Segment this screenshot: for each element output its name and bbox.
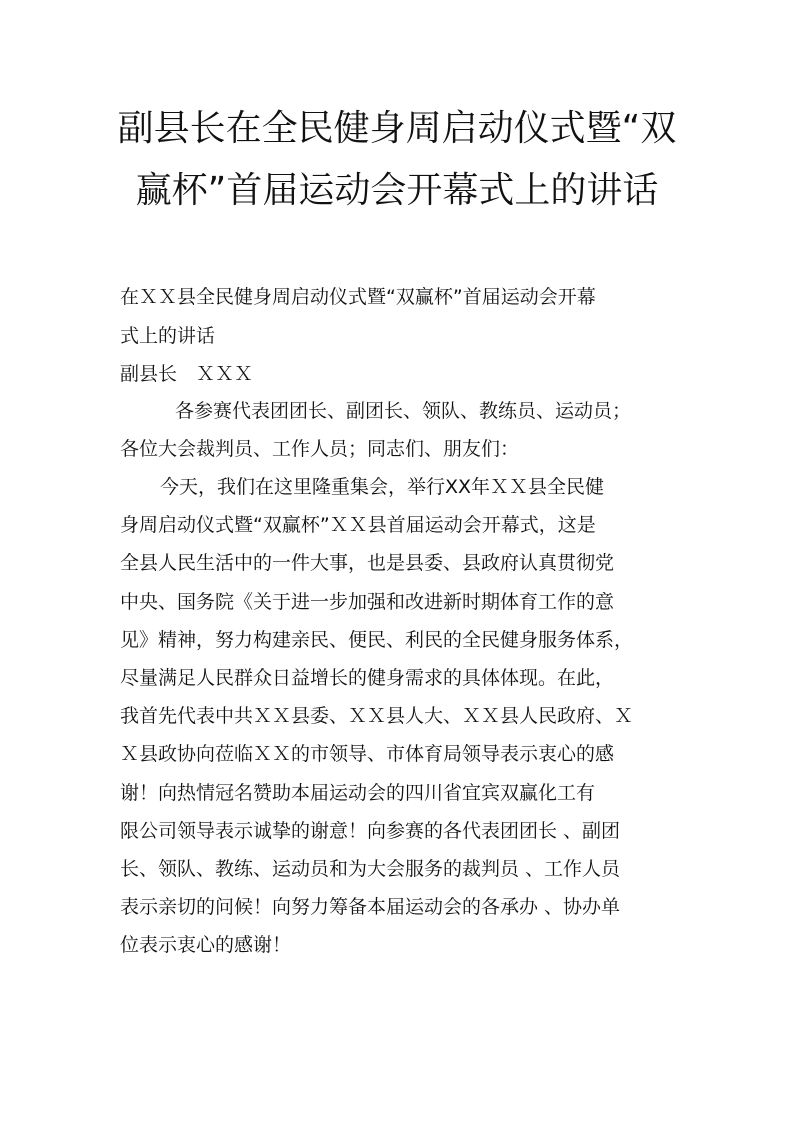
greeting-paragraph bbox=[120, 392, 694, 468]
paragraph-line: 我首先代表中共ＸＸ县委、ＸＸ县人大、ＸＸ县人民政府、Ｘ bbox=[120, 705, 634, 728]
paragraph-line: 谢！向热情冠名赞助本届运动会的四川省宜宾双赢化工有 bbox=[120, 781, 596, 804]
title-line: 副县长在全民健身周启动仪式暨“双 bbox=[117, 108, 677, 149]
paragraph-line: 位表示衷心的感谢！ bbox=[120, 934, 292, 957]
subtitle-line: 在ＸＸ县全民健身周启动仪式暨“双赢杯”首届运动会开幕 bbox=[120, 286, 596, 308]
paragraph-line: 今天，我们在这里隆重集会，举行XX年ＸＸ县全民健 bbox=[160, 476, 605, 498]
paragraph-line: 尽量满足人民群众日益增长的健身需求的具体体现。在此， bbox=[120, 666, 615, 689]
paragraph-line: 身周启动仪式暨“双赢杯”ＸＸ县首届运动会开幕式，这是 bbox=[120, 514, 596, 537]
paragraph-line: 中央、国务院《关于进一步加强和改进新时期体育工作的意 bbox=[120, 590, 615, 613]
paragraph-line: 全县人民生活中的一件大事，也是县委、县政府认真贯彻党 bbox=[120, 552, 615, 575]
paragraph-line: 限公司领导表示诚挚的谢意！向参赛的各代表团团长 、副团 bbox=[120, 819, 621, 842]
speaker-line: 副县长 ＸＸＸ bbox=[120, 363, 254, 385]
paragraph-line: 各位大会裁判员、工作人员；同志们、朋友们： bbox=[120, 438, 520, 460]
document-body bbox=[120, 278, 694, 964]
paragraph-line: 长、领队、教练、运动员和为大会服务的裁判员 、工作人员 bbox=[120, 857, 621, 880]
speech-subtitle bbox=[120, 278, 694, 356]
body-paragraph bbox=[120, 468, 694, 964]
paragraph-line: 各参赛代表团团长、副团长、领队、教练员、运动员； bbox=[175, 400, 632, 422]
document-title bbox=[100, 98, 694, 222]
title-line: 赢杯”首届运动会开幕式上的讲话 bbox=[135, 170, 659, 211]
paragraph-line: 表示亲切的问候！向努力筹备本届运动会的各承办 、协办单 bbox=[120, 896, 621, 919]
paragraph-line: Ｘ县政协向莅临ＸＸ的市领导、市体育局领导表示衷心的感 bbox=[120, 743, 615, 766]
paragraph-line: 见》精神，努力构建亲民、便民、利民的全民健身服务体系， bbox=[120, 628, 634, 651]
subtitle-line: 式上的讲话 bbox=[120, 325, 216, 347]
